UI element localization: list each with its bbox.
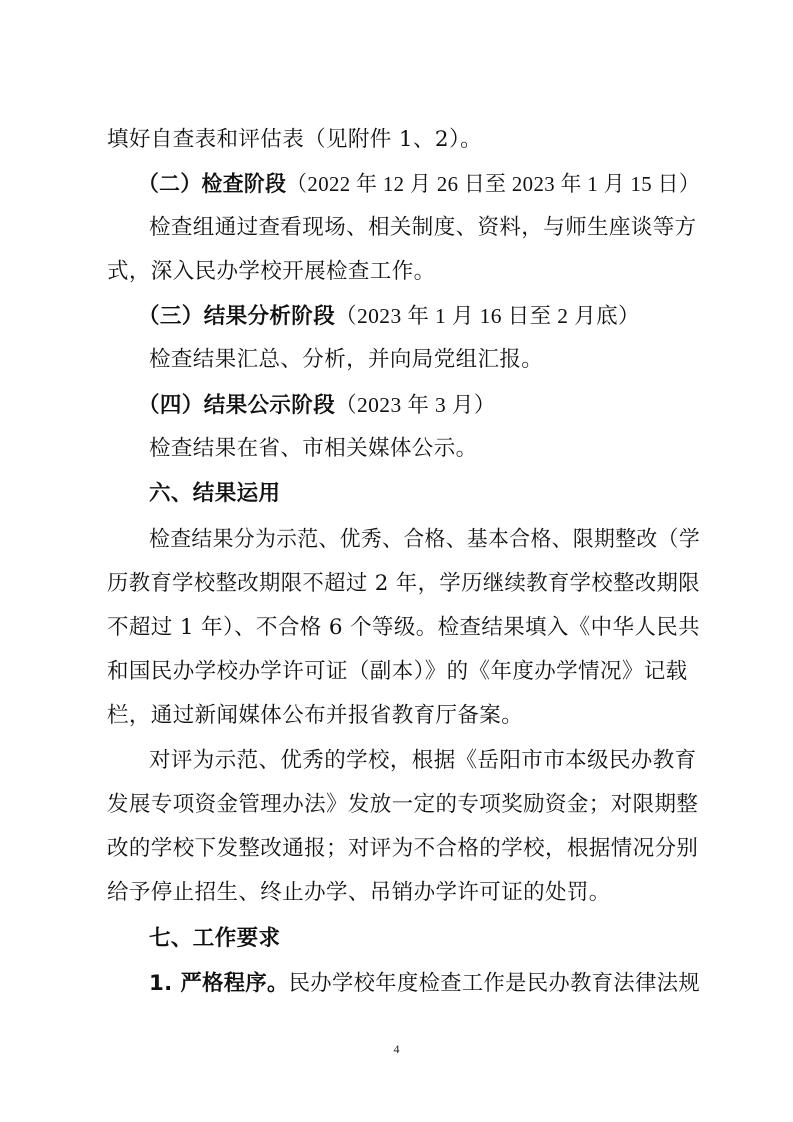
- heading-date-range: （2022 年 12 月 26 日至 2023 年 1 月 15 日）: [286, 172, 701, 196]
- page-number: 4: [393, 1042, 400, 1056]
- heading-date-range: （2023 年 1 月 16 日至 2 月底）: [335, 304, 640, 328]
- paragraph-line: 给予停止招生、终止办学、吊销办学许可证的处罚。: [107, 880, 611, 905]
- section-heading-analysis-stage: [138, 302, 640, 331]
- paragraph-line: 不超过 1 年）、不合格 6 个等级。检查结果填入《中华人民共: [107, 615, 701, 640]
- paragraph-line: 检查组通过查看现场、相关制度、资料，与师生座谈等方: [149, 215, 697, 240]
- heading-label: （二）检查阶段: [138, 172, 287, 197]
- requirement-item-1: [149, 970, 700, 998]
- paragraph-line: 和国民办学校办学许可证（副本）》的《年度办学情况》记载: [107, 659, 688, 684]
- paragraph-line: 检查结果汇总、分析，并向局党组汇报。: [149, 347, 544, 372]
- section-heading-work-requirements: 七、工作要求: [149, 926, 281, 951]
- section-heading-result-usage: 六、结果运用: [149, 481, 281, 506]
- section-heading-inspection-stage: [138, 170, 700, 199]
- paragraph-line: 检查结果在省、市相关媒体公示。: [149, 436, 478, 461]
- paragraph-line: 对评为示范、优秀的学校，根据《岳阳市市本级民办教育: [149, 748, 697, 773]
- heading-label: （三）结果分析阶段: [138, 304, 336, 329]
- section-heading-publicity-stage: [138, 391, 496, 420]
- heading-date-range: （2023 年 3 月）: [335, 393, 496, 417]
- paragraph-line: 栏，通过新闻媒体公布并报省教育厅备案。: [107, 703, 524, 728]
- paragraph-line: 改的学校下发整改通报；对评为不合格的学校，根据情况分别: [107, 836, 699, 861]
- paragraph-line: 式，深入民办学校开展检查工作。: [107, 259, 436, 284]
- paragraph-line: 检查结果分为示范、优秀、合格、基本合格、限期整改（学: [149, 527, 701, 552]
- heading-label: （四）结果公示阶段: [138, 393, 336, 418]
- paragraph-line: 发展专项资金管理办法》发放一定的专项奖励资金；对限期整: [107, 792, 699, 817]
- paragraph-line: 填好自查表和评估表（见附件 1、2）。: [107, 127, 483, 152]
- requirement-text: 民办学校年度检查工作是民办教育法律法规: [288, 971, 701, 996]
- paragraph-line: 历教育学校整改期限不超过 2 年，学历继续教育学校整改期限: [107, 571, 700, 596]
- requirement-label: 1. 严格程序。: [149, 971, 289, 996]
